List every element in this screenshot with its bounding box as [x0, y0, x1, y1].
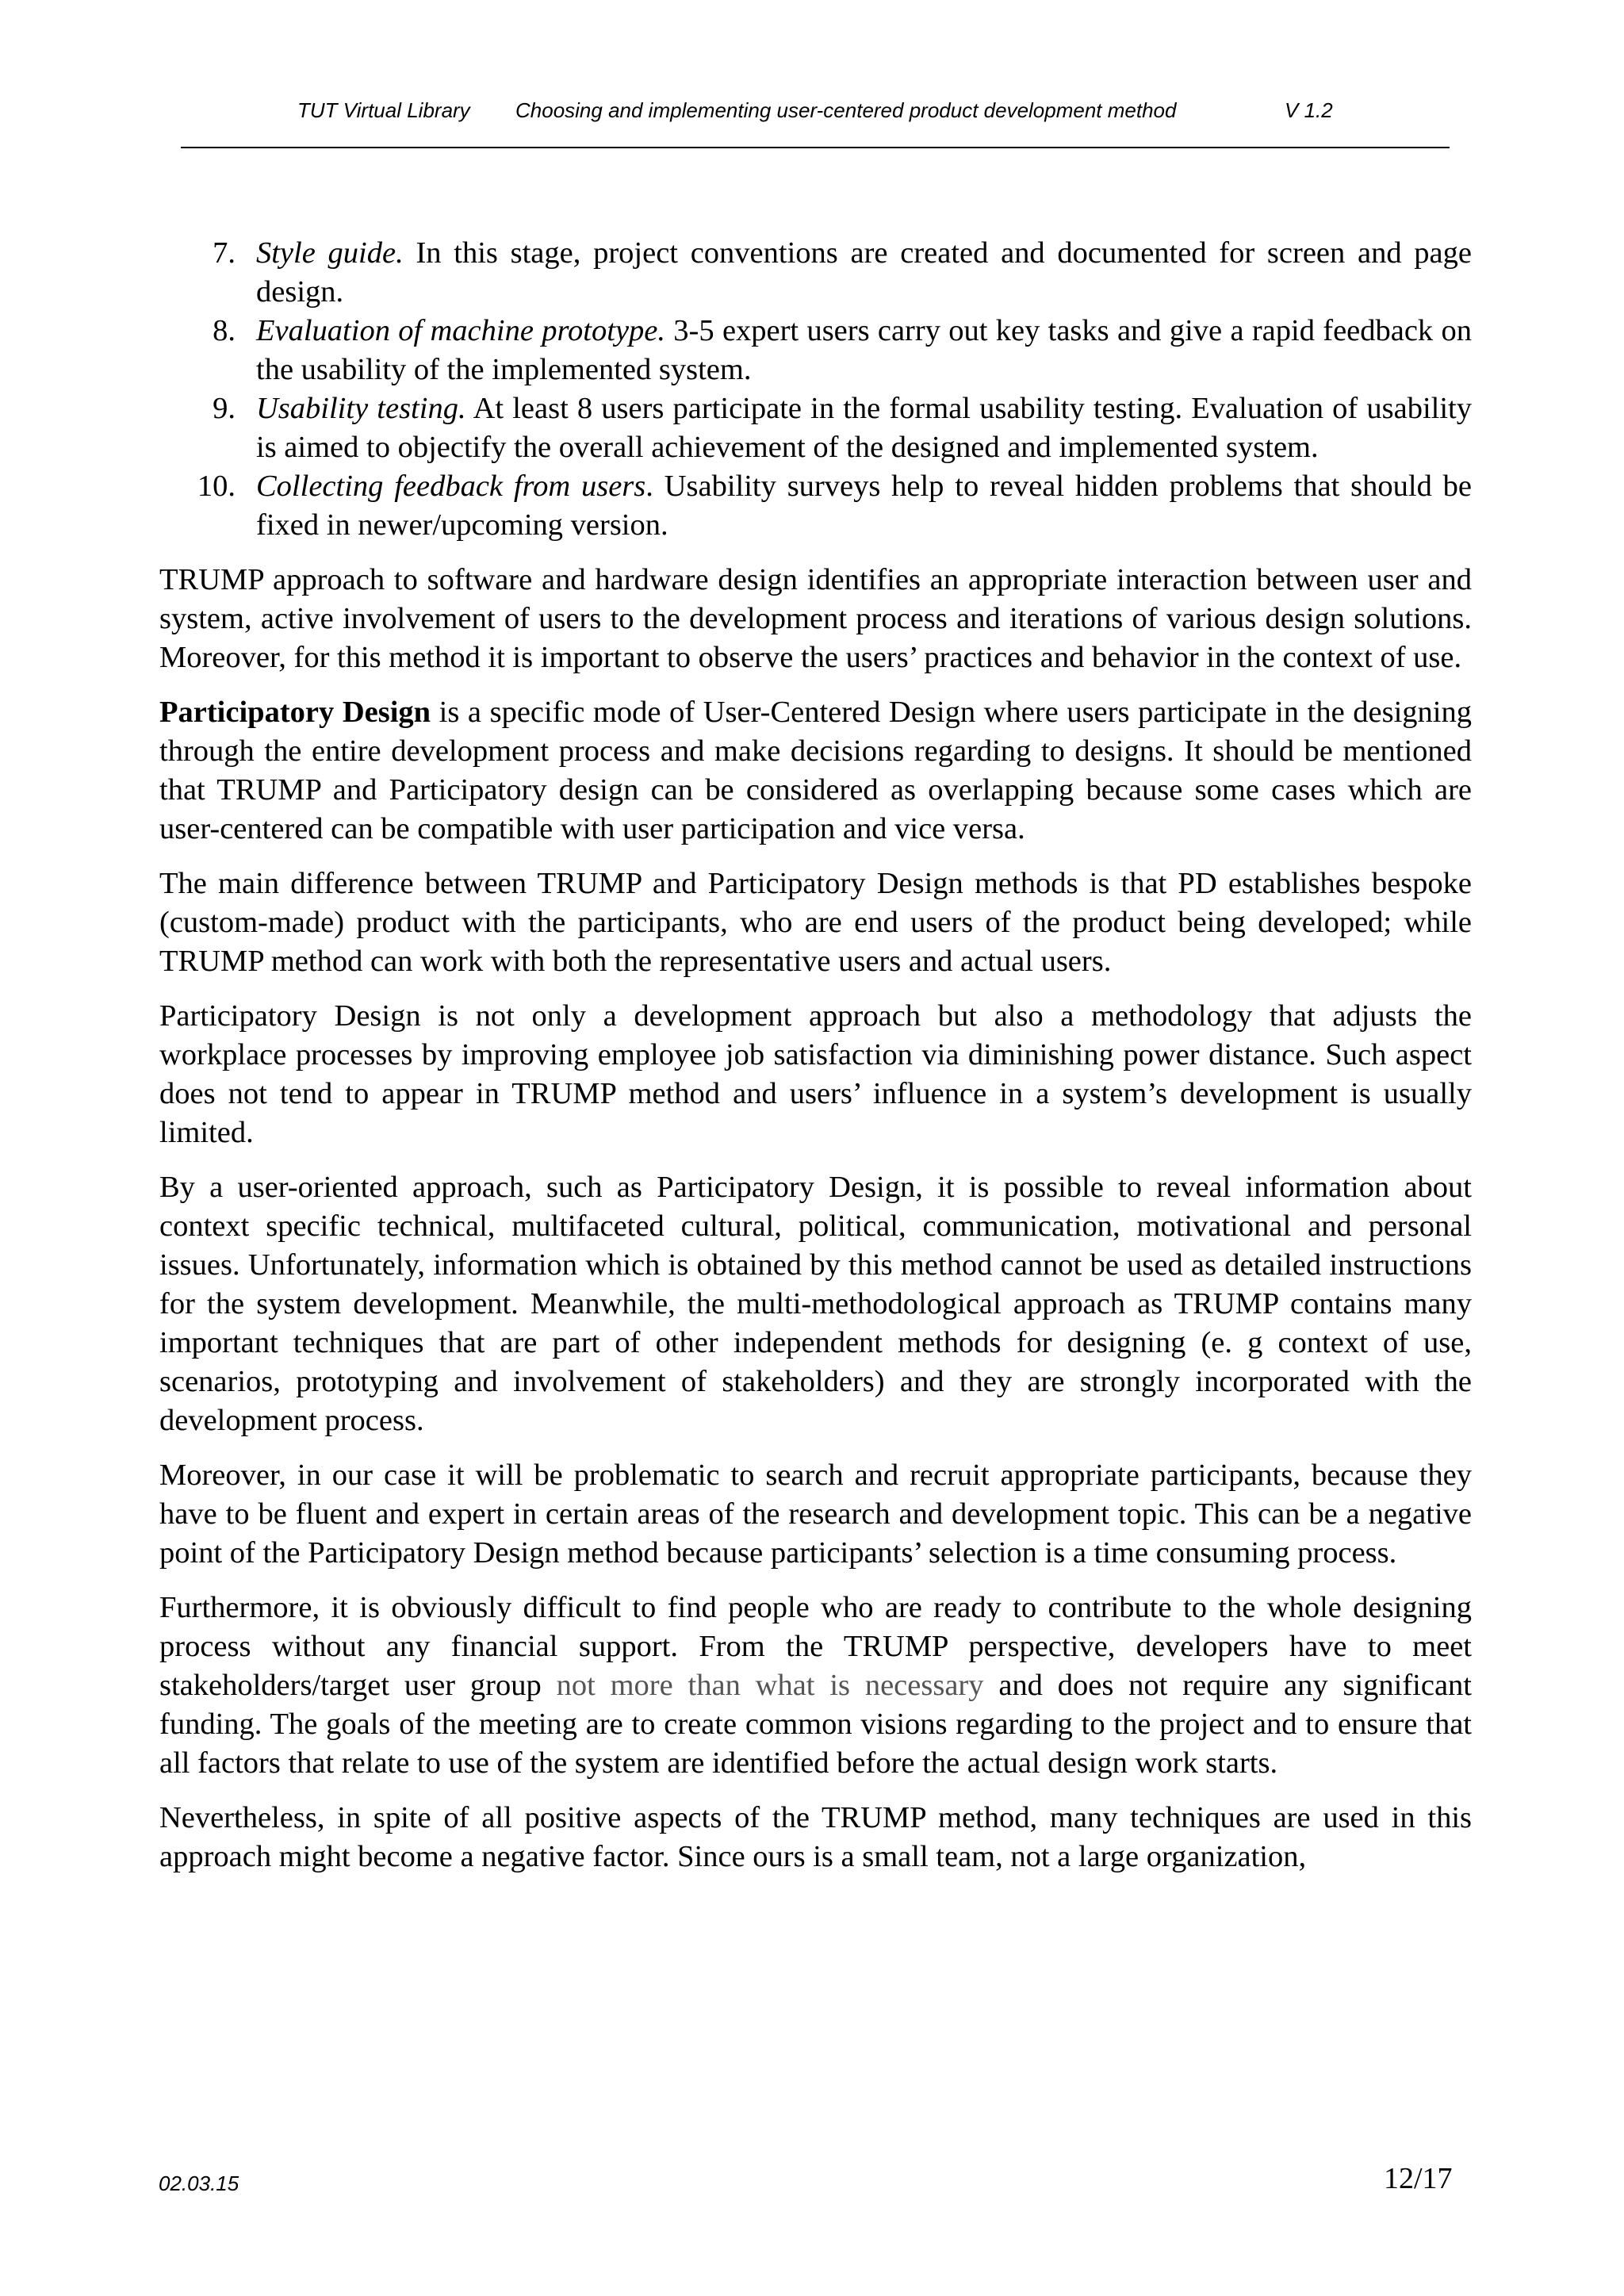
footer-date: 02.03.15 — [159, 2171, 239, 2195]
list-item — [159, 389, 1472, 467]
paragraph-recruitment: Moreover, in our case it will be problematic to search and recruit appropriate participants, because they have to be fluent and expert in certain areas of the research and development topic. This can be a negative point of the Participatory Design method because participants’ selection is a time consuming process. — [159, 1458, 1472, 1570]
page-header — [181, 94, 1450, 125]
list-item-term: Evaluation of machine prototype. — [256, 314, 665, 347]
paragraph-text: and does not require any significant funding. The goals of the meeting are to create common visions regarding to the project and to ensure that all factors that relate to use of the system are identified before the actual design work starts. — [159, 1669, 1472, 1780]
header-library: TUT Virtual Library — [297, 98, 470, 122]
list-item-number: 10. — [197, 470, 236, 503]
list-item-term: Collecting feedback from users — [256, 470, 646, 503]
paragraph-participatory-design — [159, 693, 1472, 849]
stage-list — [159, 234, 1472, 545]
paragraph-trump-approach: TRUMP approach to software and hardware design identifies an appropriate interaction between user and system, active involvement of users to the development process and iterations of various design solutions. Moreover, for this method it is important to observe the users’ practices and behavior in the context of use. — [159, 563, 1472, 674]
list-item — [159, 234, 1472, 312]
list-item — [159, 312, 1472, 389]
footer-page-number: 12/17 — [1384, 2162, 1453, 2195]
bold-term: Participatory Design — [159, 696, 431, 729]
list-item-number: 8. — [213, 314, 236, 347]
list-item-text: . Usability surveys help to reveal hidden problems that should be fixed in newer/upcoming version. — [256, 470, 1473, 542]
list-item-number: 7. — [213, 236, 236, 270]
header-version: V 1.2 — [1285, 98, 1333, 122]
list-item-text: 3-5 expert users carry out key tasks and give a rapid feedback on the usability of the implemented system. — [256, 314, 1472, 386]
list-item-text: In this stage, project conventions are created and documented for screen and page design. — [256, 236, 1472, 309]
paragraph-user-oriented: By a user-oriented approach, such as Participatory Design, it is possible to reveal information about context specific technical, multifaceted cultural, political, communication, motivational and personal issues. Unfortunately, information which is obtained by this method cannot be used as detailed instructions for the system development. Meanwhile, the multi-methodological approach as TRUMP contains many important techniques that are part of other independent methods for designing (e. g context of use, scenarios, prototyping and involvement of stakeholders) and they are strongly incorporated with the development process. — [159, 1171, 1472, 1437]
list-item-term: Style guide. — [256, 236, 404, 270]
header-title: Choosing and implementing user-centered product development method — [515, 98, 1177, 122]
list-item-term: Usability testing. — [256, 392, 466, 425]
list-item-text: At least 8 users participate in the formal usability testing. Evaluation of usability is aimed to objectify the overall achievement of the designed and implemented system. — [256, 392, 1472, 464]
document-body — [159, 234, 1472, 1876]
paragraph-text: Furthermore, it is obviously difficult to find people who are ready to contribute to the whole designing process without any financial support. From the TRUMP perspective, developers have to meet stakeholders/target user group — [159, 1591, 1472, 1702]
list-item-number: 9. — [213, 392, 236, 425]
paragraph-main-difference: The main difference between TRUMP and Participatory Design methods is that PD establishes bespoke (custom-made) product with the participants, who are end users of the product being developed; while TRUMP method can work with both the representative users and actual users. — [159, 867, 1472, 978]
paragraph-funding — [159, 1589, 1472, 1783]
list-item — [159, 467, 1472, 545]
header-divider — [181, 147, 1450, 148]
paragraph-methodology: Participatory Design is not only a development approach but also a methodology that adjusts the workplace processes by improving employee job satisfaction via diminishing power distance. Such aspect does not tend to appear in TRUMP method and users’ influence in a system’s development is usually limited. — [159, 999, 1472, 1149]
paragraph-text: is a specific mode of User-Centered Design where users participate in the designing through the entire development process and make decisions regarding to designs. It should be mentioned that TRUMP and Participatory design can be considered as overlapping because some cases which are user-centered can be compatible with user participation and vice versa. — [159, 696, 1472, 845]
paragraph-nevertheless: Nevertheless, in spite of all positive aspects of the TRUMP method, many techniques are used in this approach might become a negative factor. Since ours is a small team, not a large organization, — [159, 1801, 1472, 1873]
highlighted-phrase: not more than what is necessary — [556, 1669, 984, 1702]
